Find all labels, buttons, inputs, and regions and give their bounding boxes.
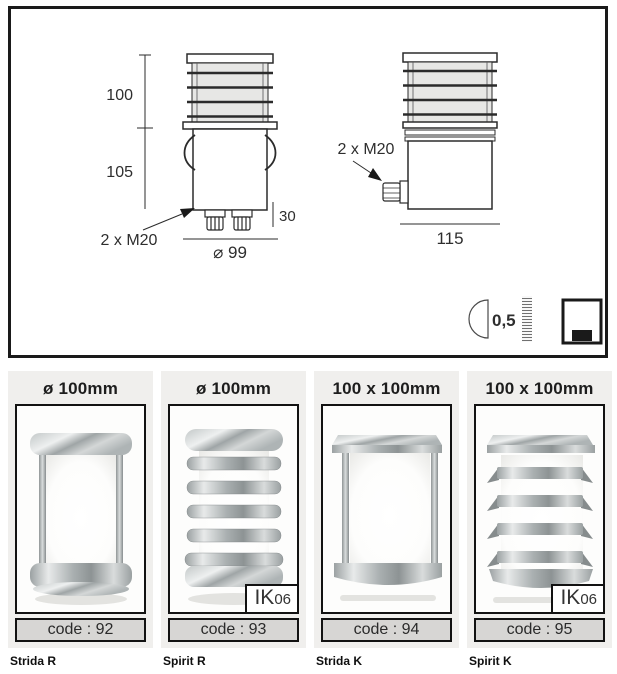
ik-rating-badge	[551, 584, 605, 614]
product-code: code : 95	[474, 618, 605, 642]
cable-gland-side	[383, 181, 408, 203]
gland-arrowhead-side	[368, 168, 382, 181]
cable-gland-front-1	[205, 210, 225, 230]
product-card-row	[8, 371, 612, 668]
semicircle-beam-icon	[469, 300, 488, 338]
ik-rating-prefix: IK	[254, 586, 275, 609]
product-size-label: ø 100mm	[195, 379, 272, 398]
product-code: code : 94	[321, 618, 452, 642]
product-spirit-k	[467, 371, 612, 668]
spirit-r-product-image	[175, 411, 293, 607]
dim-height-top-label: 100	[106, 87, 133, 104]
product-name: Strida K	[316, 654, 363, 668]
product-code: code : 92	[15, 618, 146, 642]
product-image-frame	[15, 404, 146, 614]
dim-gland-height-label: 30	[279, 208, 296, 225]
cable-gland-front-2	[232, 210, 252, 230]
product-strida-k	[314, 371, 459, 668]
product-size-label: 100 x 100mm	[485, 379, 594, 398]
product-strida-r	[8, 371, 153, 668]
product-size-label: ø 100mm	[42, 379, 119, 398]
gland-arrowhead-front	[180, 208, 195, 218]
strida-k-product-image	[328, 411, 446, 607]
ik-rating-prefix: IK	[560, 586, 581, 609]
spirit-k-product-image	[481, 411, 599, 607]
front-view-drawing	[183, 54, 277, 230]
product-size-label: 100 x 100mm	[332, 379, 441, 398]
dim-height-body-label: 105	[106, 164, 133, 181]
side-view-drawing	[383, 53, 497, 209]
ik-rating-value: 06	[274, 591, 291, 608]
ik-rating-value: 06	[580, 591, 597, 608]
product-image-frame	[321, 404, 452, 614]
dim-width-label: 115	[436, 229, 464, 248]
gland-callout-front-label: 2 x M20	[100, 232, 158, 249]
symbol-row	[469, 296, 601, 343]
product-name: Strida R	[10, 654, 57, 668]
strida-r-product-image	[22, 411, 140, 607]
product-card	[8, 371, 153, 648]
product-image-frame	[474, 404, 605, 614]
product-card	[467, 371, 612, 648]
gland-callout-side-label: 2 x M20	[337, 141, 395, 158]
recessed-block-glyph	[572, 330, 592, 341]
product-image-frame	[168, 404, 299, 614]
product-name: Spirit R	[163, 654, 206, 668]
product-card	[161, 371, 306, 648]
hatched-wall-icon	[522, 296, 532, 342]
product-code: code : 93	[168, 618, 299, 642]
dimension-drawing	[11, 9, 605, 355]
product-card	[314, 371, 459, 648]
beam-value-label: 0,5	[492, 311, 516, 330]
ik-rating-badge	[245, 584, 299, 614]
dim-diameter-label: ⌀ 99	[213, 243, 247, 262]
product-name: Spirit K	[469, 654, 512, 668]
product-spirit-r	[161, 371, 306, 668]
technical-drawing-panel	[8, 6, 608, 358]
